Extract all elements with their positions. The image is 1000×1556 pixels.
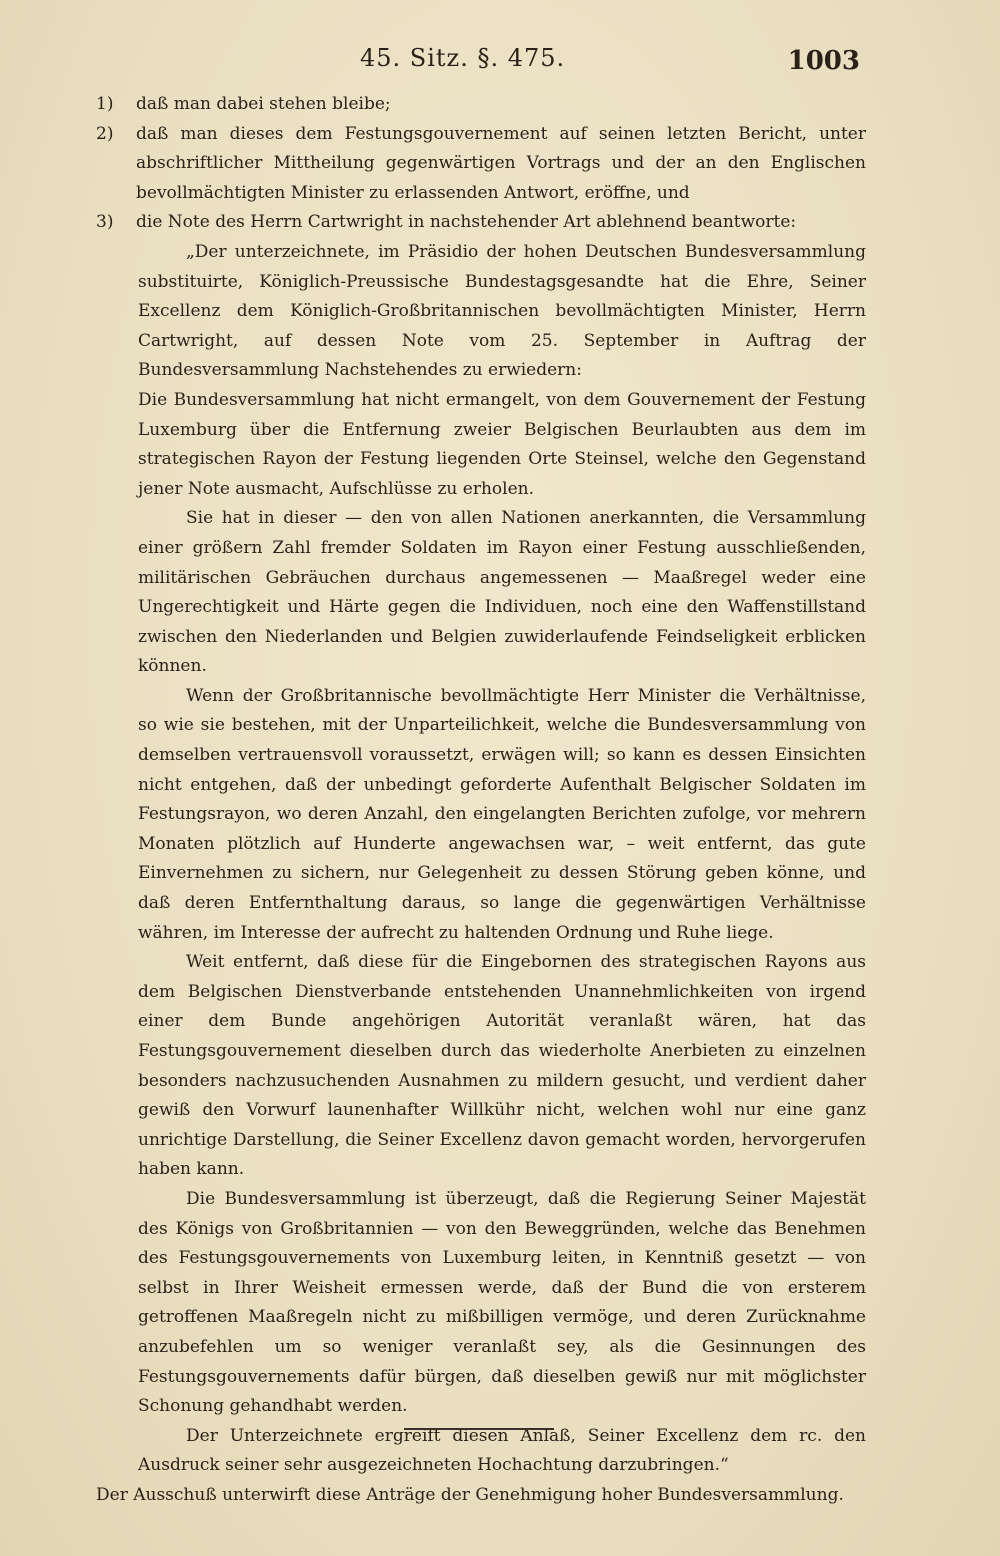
page-number: 1003	[787, 46, 860, 76]
note-paragraph: Der Unterzeichnete ergreift diesen Anlaß, Seiner Excellenz dem rc. den Ausdruck seiner sehr ausgezeichneten Hochachtung darzubringen.“	[138, 1425, 866, 1476]
item-text: daß man dabei stehen bleibe;	[136, 94, 391, 114]
item-number: 3)	[96, 212, 114, 233]
item-text: die Note des Herrn Cartwright in nachstehender Art ablehnend beantworte:	[136, 212, 797, 233]
list-item	[96, 120, 866, 209]
note-paragraph: Die Bundesversammlung ist überzeugt, daß die Regierung Seiner Majestät des Königs von Großbritannien — von den Beweggründen, welche das Benehmen des Festungsgouvernements von Luxemburg leiten, in Kenntniß gesetzt — von selbst in Ihrer Weisheit ermessen werde, daß der Bund die von ersterem getroffenen Maaßregeln nicht zu mißbilligen vermöge, und deren Zurücknahme anzubefehlen um so weniger veranlaßt sey, als die Gesinnungen des Festungsgouvernements dafür bürgen, daß dieselben gewiß nur mit möglichster Schonung gehandhabt werden.	[138, 1188, 866, 1417]
note-paragraph: Wenn der Großbritannische bevollmächtigte Herr Minister die Verhältnisse, so wie sie bestehen, mit der Unparteilichkeit, welche die Bundesversammlung von demselben vertrauensvoll voraussetzt, erwägen will; so kann es dessen Einsichten nicht entgehen, daß der unbedingt geforderte Aufenthalt Belgischer Soldaten im Festungsrayon, wo deren Anzahl, den eingelangten Berichten zufolge, vor mehrern Monaten plötzlich auf Hunderte angewachsen war, – weit entfernt, das gute Einvernehmen zu sichern, nur Gelegenheit zu dessen Störung geben könne, und daß deren Entfernthaltung daraus, so lange die gegenwärtigen Verhältnisse währen, im Interesse der aufrecht zu haltenden Ordnung und Ruhe liege.	[138, 685, 866, 943]
note-opening: „Der unterzeichnete, im Präsidio der hohen Deutschen Bundesversammlung substituirte, Königlich-Preussische Bundestagsgesandte hat die Ehre, Seiner Excellenz dem Königlich-Großbritannischen bevollmächtigten Minister, Herrn Cartwright, auf dessen Note vom 25. September in Auftrag der Bundesversammlung Nachstehendes zu erwiedern:	[138, 241, 866, 381]
list-item	[96, 90, 866, 120]
closing-statement: Der Ausschuß unterwirft diese Anträge der Genehmigung hoher Bundesversammlung.	[96, 1484, 844, 1505]
note-paragraph: Weit entfernt, daß diese für die Eingebornen des strategischen Rayons aus dem Belgischen Dienstverbande entstehenden Unannehmlichkeiten von irgend einer dem Bunde angehörigen Autorität veranlaßt wären, hat das Festungsgouvernement dieselben durch das wiederholte Anerbieten zu einzelnen besonders nachzusuchenden Ausnahmen zu mildern gesucht, und verdient daher gewiß den Vorwurf launenhafter Willkühr nicht, welchen wohl nur eine ganz unrichtige Darstellung, die Seiner Excellenz davon gemacht worden, hervorgerufen haben kann.	[138, 952, 866, 1180]
note-paragraph: Die Bundesversammlung hat nicht ermangelt, von dem Gouvernement der Festung Luxemburg über die Entfernung zweier Belgischen Beurlaubten aus dem im strategischen Rayon der Festung liegenden Orte Steinsel, welche den Gegenstand jener Note ausmacht, Aufschlüsse zu erholen.	[138, 389, 866, 499]
session-reference: 45. Sitz. §. 475.	[360, 44, 566, 72]
item-number: 1)	[96, 94, 114, 114]
end-rule	[404, 1428, 554, 1430]
body-text	[96, 90, 866, 1511]
item-number: 2)	[96, 123, 114, 144]
note-text	[96, 238, 866, 1481]
item-text: daß man dieses dem Festungsgouvernement auf seinen letzten Bericht, unter abschriftlicher Mittheilung gegenwärtigen Vortrags und der an den Englischen bevollmächtigten Minister zu erlassenden Antwort, eröffne, und	[136, 123, 866, 203]
page-header	[0, 44, 1000, 84]
list-item	[96, 208, 866, 238]
note-paragraph: Sie hat in dieser — den von allen Nationen anerkannten, die Versammlung einer größern Zahl fremder Soldaten im Rayon einer Festung ausschließenden, militärischen Gebräuchen durchaus angemessenen — Maaßregel weder eine Ungerechtigkeit und Härte gegen die Individuen, noch eine den Waffenstillstand zwischen den Niederlanden und Belgien zuwiderlaufende Feindseligkeit erblicken können.	[138, 508, 866, 677]
